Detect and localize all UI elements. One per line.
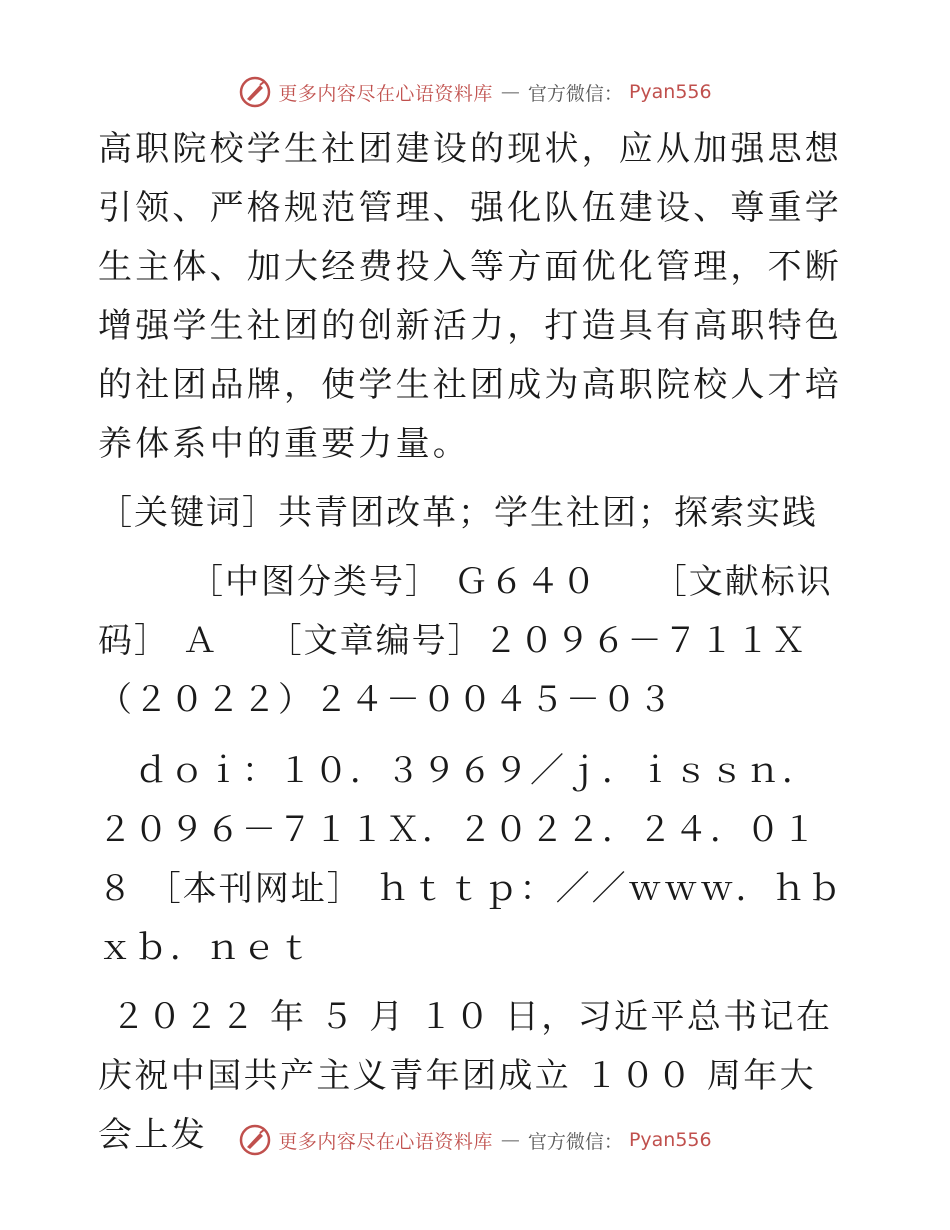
abstract-paragraph: 高职院校学生社团建设的现状，应从加强思想引领、严格规范管理、强化队伍建设、尊重学生主体、加大经费投入等方面优化管理，不断增强学生社团的创新活力，打造具有高职特色的社团品牌，使学生社团成为高职院校人才培养体系中的重要力量。 [98,129,842,464]
keywords-line: ［关键词］共青团改革；学生社团；探索实践 [98,493,818,533]
classification-paragraph: ［中图分类号］ Ｇ６４０ ［文献标识码］ Ａ ［文章编号］２０９６－７１１Ｘ（２０２２）２４－００４５－０３ [98,562,833,720]
watermark-id: Pyan556 [628,81,712,103]
watermark-text: 更多内容尽在心语资料库 [278,82,493,105]
document-page [98,120,850,1165]
quill-logo-icon [238,75,272,109]
doi-paragraph: ｄｏｉ：１０．３９６９／ｊ．ｉｓｓｎ．２０９６－７１１Ｘ．２０２２．２４．０１８ ［本刊网址］ ｈｔｔｐ：／／ｗｗｗ．ｈｂｘｂ．ｎｅｔ [98,751,844,968]
watermark-footer [0,1120,950,1160]
watermark-text: 更多内容尽在心语资料库 [278,1130,493,1153]
quill-logo-icon [238,1123,272,1157]
watermark-separator: — [500,1129,520,1151]
watermark-label: 官方微信： [527,82,623,105]
watermark-header [0,72,950,112]
body-paragraph: ２０２２ 年 ５ 月 １０ 日，习近平总书记在庆祝中国共产主义青年团成立 １００ 周年大会上发 [98,997,833,1155]
watermark-label: 官方微信： [527,1130,623,1153]
watermark-separator: — [500,81,520,103]
watermark-id: Pyan556 [628,1129,712,1151]
